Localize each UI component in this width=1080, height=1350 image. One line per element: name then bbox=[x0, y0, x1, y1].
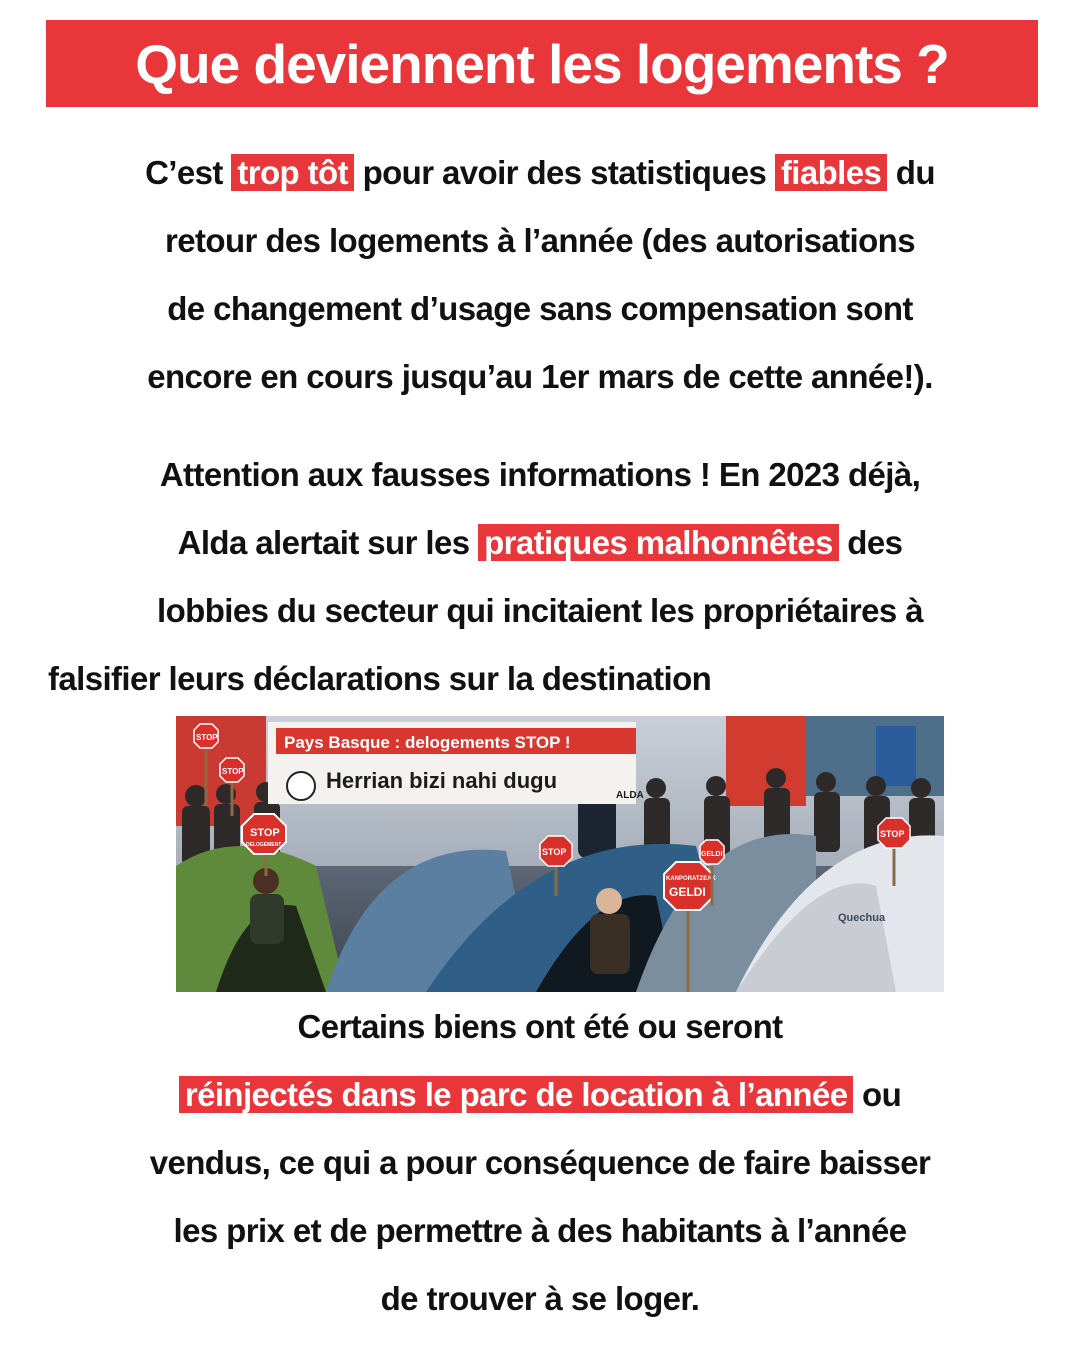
paragraph-line: les prix et de permettre à des habitants à l’année bbox=[173, 1212, 907, 1249]
banner-subtitle: Herrian bizi nahi dugu bbox=[326, 768, 558, 793]
text-segment: du bbox=[887, 154, 935, 191]
paragraph-line: de trouver à se loger. bbox=[380, 1280, 700, 1317]
sign-label: STOP bbox=[542, 847, 567, 857]
text-segment: C’est bbox=[145, 154, 232, 191]
sign-label: STOP bbox=[222, 767, 244, 776]
paragraph-line bbox=[40, 139, 1040, 207]
page-title: Que deviennent les logements ? bbox=[135, 32, 949, 95]
paragraph-line bbox=[40, 509, 1040, 577]
text-segment: Alda alertait sur les bbox=[177, 524, 479, 561]
paragraph-statistics bbox=[40, 139, 1040, 411]
paragraph-reinjected bbox=[40, 993, 1040, 1333]
highlight-dishonest-practices: pratiques malhonnêtes bbox=[478, 524, 839, 561]
banner-title: Pays Basque : delogements STOP ! bbox=[284, 733, 571, 752]
paragraph-line: Attention aux fausses informations ! En 2023 déjà, bbox=[159, 456, 921, 493]
paragraph-line: lobbies du secteur qui incitaient les propriétaires à bbox=[157, 592, 923, 629]
highlight-reinjected: réinjectés dans le parc de location à l’année bbox=[179, 1076, 854, 1113]
highlight-reliable: fiables bbox=[775, 154, 887, 191]
tent-brand: Quechua bbox=[838, 912, 886, 924]
paragraph-line: retour des logements à l’année (des autorisations bbox=[165, 222, 915, 259]
paragraph-line: falsifier leurs déclarations sur la destination bbox=[48, 660, 712, 697]
protest-photo bbox=[176, 716, 944, 992]
paragraph-line: vendus, ce qui a pour conséquence de faire baisser bbox=[149, 1144, 931, 1181]
paragraph-line: encore en cours jusqu’au 1er mars de cette année!). bbox=[147, 358, 933, 395]
sign-label: GELDI bbox=[669, 885, 706, 899]
sign-label: STOP bbox=[880, 829, 905, 839]
paragraph-line: de changement d’usage sans compensation sont bbox=[167, 290, 913, 327]
sign-sub: KANPORATZEAK bbox=[666, 876, 716, 882]
paragraph-line: Certains biens ont été ou seront bbox=[297, 1008, 783, 1045]
sign-label: GELDI bbox=[701, 851, 723, 858]
text-segment: ou bbox=[853, 1076, 902, 1113]
paragraph-misinformation bbox=[40, 441, 1040, 713]
highlight-too-early: trop tôt bbox=[231, 154, 354, 191]
text-segment: pour avoir des statistiques bbox=[354, 154, 775, 191]
paragraph-line bbox=[40, 1061, 1040, 1129]
sign-sub: DELOGEMENT bbox=[246, 842, 282, 848]
sign-label: STOP bbox=[196, 733, 218, 742]
title-banner bbox=[46, 20, 1038, 107]
text-segment: des bbox=[838, 524, 903, 561]
sign-label: STOP bbox=[250, 827, 280, 839]
banner-alda: ALDA bbox=[616, 790, 644, 801]
